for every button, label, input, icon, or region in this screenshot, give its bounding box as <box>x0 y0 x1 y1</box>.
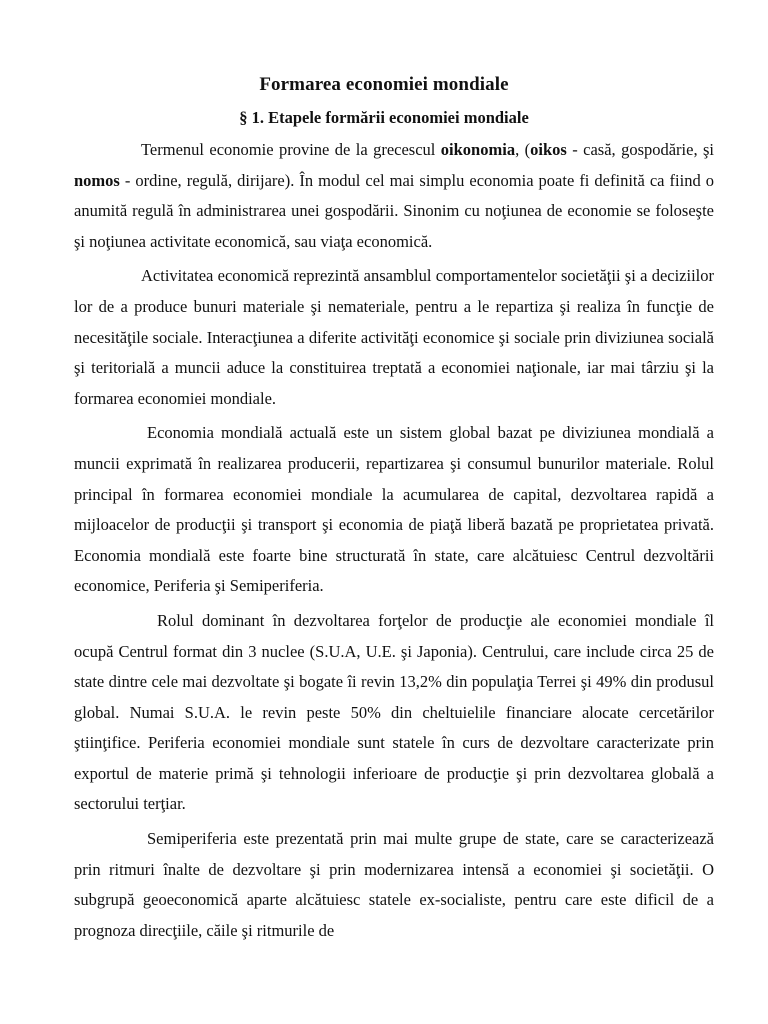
paragraph-3: Economia mondială actuală este un sistem global bazat pe diviziunea mondială a muncii exprimată în realizarea producerii, repartizarea şi consumul bunurilor materiale. Rolul principal în formarea economiei mondiale la acumularea de capital, dezvoltarea rapidă a mijloacelor de producţii şi transport şi economia de piaţă liberă bazată pe proprietatea privată. Economia mondială este foarte bine structurată în state, care alcătuiesc Centrul dezvoltării economice, Periferia şi Semiperiferia. <box>74 423 714 596</box>
section-heading: § 1. Etapele formării economiei mondiale <box>239 108 529 127</box>
paragraph-1-text: Termenul economie provine de la grecescul <box>141 140 441 159</box>
paragraph-1-text: , ( <box>515 140 531 159</box>
paragraph-1-text: - casă, gospodărie, şi <box>566 140 715 159</box>
paragraph-1 <box>74 135 714 257</box>
paragraph-1-text: - ordine, regulă, dirijare). În modul cel mai simplu economia poate fi definită ca fiind o anumită regulă în administrarea unei gospodării. Sinonim cu noţiunea de economie se foloseşte şi noţiunea activitate economică, sau viaţa economică. <box>74 170 714 251</box>
term-oikonomia: oikonomia <box>440 140 516 159</box>
document-body <box>74 135 714 950</box>
paragraph-4: Rolul dominant în dezvoltarea forţelor de producţie ale economiei mondiale îl ocupă Centrul format din 3 nuclee (S.U.A, U.E. şi Japonia). Centrului, care include circa 25 de state dintre cele mai dezvoltate şi bogate îi revin 13,2% din populaţia Terrei şi 49% din produsul global. Numai S.U.A. le revin peste 50% din cheltuielile financiare alocate cercetărilor ştiinţifice. Periferia economiei mondiale sunt statele în curs de dezvoltare caracterizate prin exportul de materie primă şi tehnologii inferioare de producţie şi prin dezvoltarea globală a sectorului terţiar. <box>74 610 714 814</box>
paragraph-5: Semiperiferia este prezentată prin mai multe grupe de state, care se caracterizează prin ritmuri înalte de dezvoltare şi prin modernizarea intensă a economiei şi societăţii. O subgrupă geoeconomică aparte alcătuiesc statele ex-socialiste, pentru care este dificil de a prognoza direcţiile, căile şi ritmurile de <box>74 829 714 940</box>
document-title: Formarea economiei mondiale <box>259 74 509 95</box>
term-nomos: nomos <box>74 170 120 190</box>
paragraph-2: Activitatea economică reprezintă ansamblul comportamentelor societăţii şi a deciziilor lor de a produce bunuri materiale şi nemateriale, pentru a le repartiza şi realiza în funcţie de necesităţile sociale. Interacţiunea a diferite activităţi economice şi sociale prin diviziunea socială şi teritorială a muncii aduce la constituirea treptată a economiei naţionale, iar mai târziu şi la formarea economiei mondiale. <box>74 266 714 408</box>
term-oikos: oikos <box>530 140 567 159</box>
